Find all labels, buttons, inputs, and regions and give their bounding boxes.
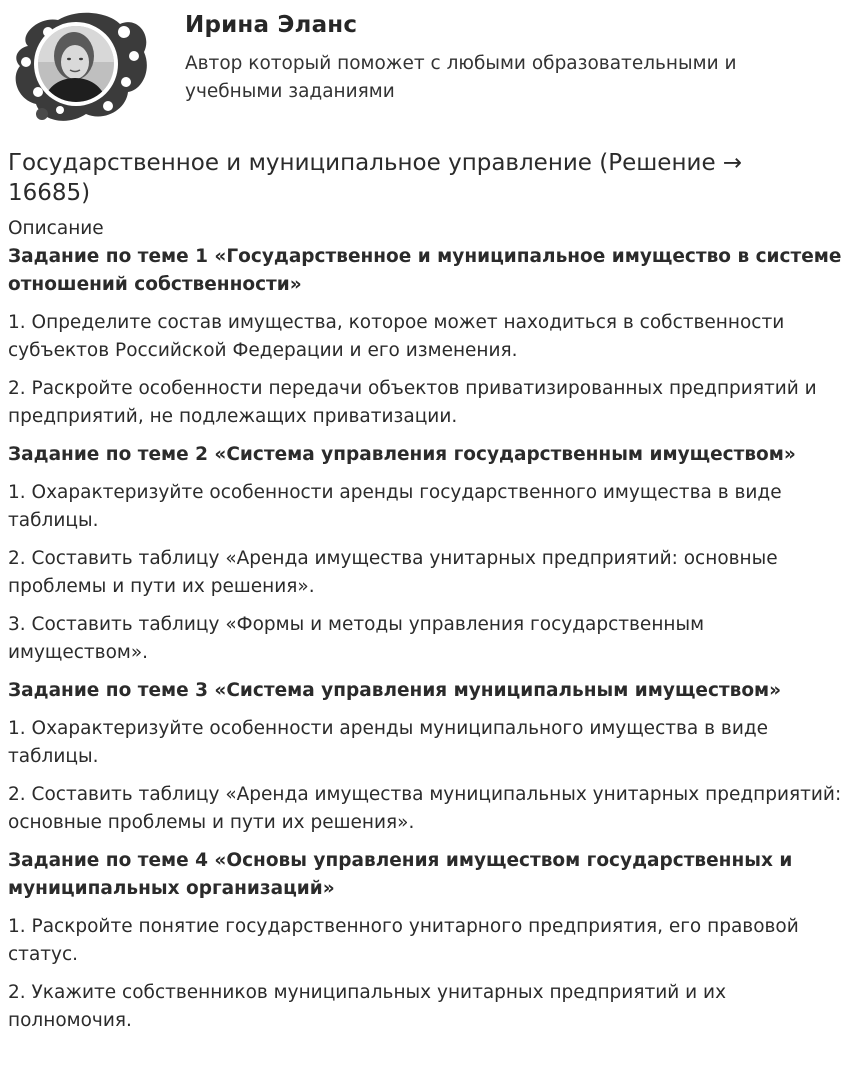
task-item: 2. Укажите собственников муниципальных унитарных предприятий и их полномочия.: [8, 982, 727, 1031]
task-item: 2. Составить таблицу «Аренда имущества муниципальных унитарных предприятий: основные проблемы и пути их решения».: [8, 784, 842, 833]
description-label: Описание: [8, 218, 104, 239]
author-name[interactable]: Ирина Эланс: [185, 12, 358, 38]
author-bio: Автор который поможет с любыми образовательными и учебными заданиями: [185, 53, 737, 102]
description-content: [8, 243, 844, 1045]
task-item: 1. Определите состав имущества, которое может находиться в собственности субъектов Российской Федерации и его изменения.: [8, 312, 785, 361]
task-heading-4: Задание по теме 4 «Основы управления имуществом государственных и муниципальных организаций»: [8, 850, 793, 899]
task-heading-1: Задание по теме 1 «Государственное и муниципальное имущество в системе отношений собственности»: [8, 246, 842, 295]
task-heading-2: Задание по теме 2 «Система управления государственным имуществом»: [8, 444, 796, 465]
task-item: 3. Составить таблицу «Формы и методы управления государственным имуществом».: [8, 614, 705, 663]
author-card: [0, 0, 847, 130]
task-heading-3: Задание по теме 3 «Система управления муниципальным имуществом»: [8, 680, 782, 701]
author-avatar[interactable]: [8, 6, 152, 126]
task-item: 2. Раскройте особенности передачи объектов приватизированных предприятий и предприятий, не подлежащих приватизации.: [8, 378, 817, 427]
page-title: Государственное и муниципальное управление (Решение → 16685): [8, 150, 743, 206]
task-item: 1. Охарактеризуйте особенности аренды государственного имущества в виде таблицы.: [8, 482, 782, 531]
task-item: 1. Охарактеризуйте особенности аренды муниципального имущества в виде таблицы.: [8, 718, 769, 767]
task-item: 2. Составить таблицу «Аренда имущества унитарных предприятий: основные проблемы и пути их решения».: [8, 548, 778, 597]
task-item: 1. Раскройте понятие государственного унитарного предприятия, его правовой статус.: [8, 916, 799, 965]
